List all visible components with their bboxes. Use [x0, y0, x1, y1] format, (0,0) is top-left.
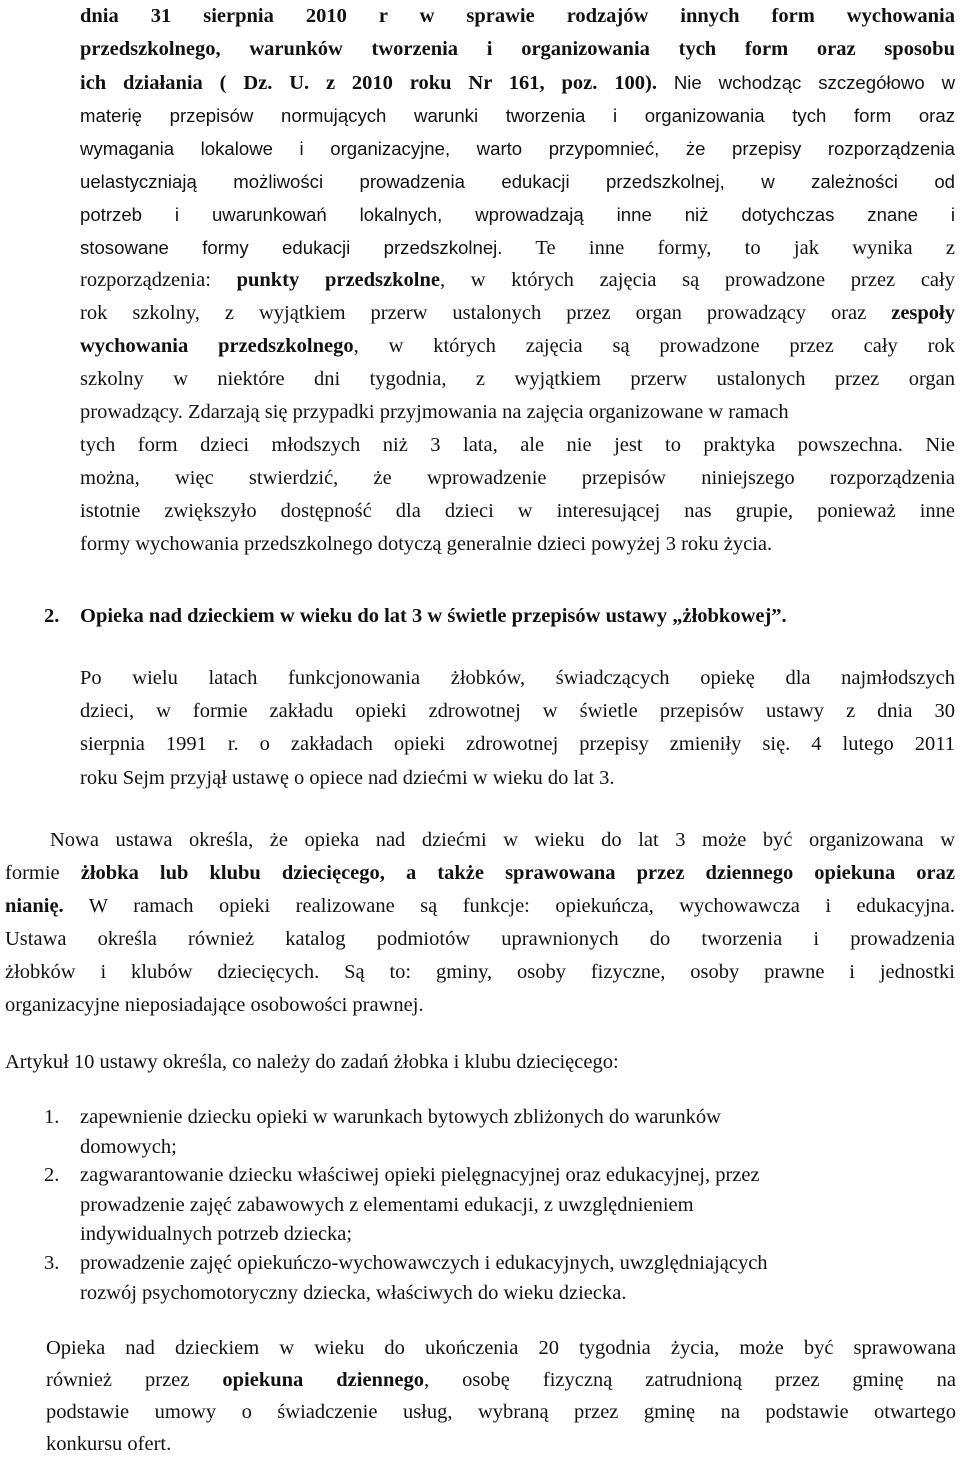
list-item-text: indywidualnych potrzeb dziecka; — [80, 1223, 353, 1245]
text-run: można, więc stwierdzić, że wprowadzenie przepisów niniejszego rozporządzenia — [80, 467, 955, 489]
list-item-number: 1. — [44, 1106, 60, 1128]
paragraph-history-line: dzieci, w formie zakładu opieki zdrowotnej w świetle przepisów ustawy z dnia 30 — [80, 700, 955, 723]
text-run: prowadzący. Zdarzają się przypadki przyjmowania na zajęcia organizowane w ramach — [80, 401, 789, 423]
text-run: W ramach opieki realizowane są funkcje: opiekuńcza, wychowawcza i edukacyjna. — [63, 895, 955, 917]
text-run: punkty przedszkolne — [236, 269, 440, 291]
text-run: Te inne formy, to jak wynika z — [502, 237, 955, 259]
text-run: istotnie zwiększyło dostępność dla dzieci w interesującej nas grupie, ponieważ inne — [80, 500, 955, 522]
list-item-text: prowadzenie zajęć zabawowych z elementami edukacji, z uwzględnieniem — [80, 1193, 694, 1216]
paragraph-new-law-line — [5, 989, 955, 1022]
text-run: materię przepisów normujących warunki tworzenia i organizowania tych form oraz — [80, 105, 955, 126]
text-run: tych form dzieci młodszych niż 3 lata, ale nie jest to praktyka powszechna. Nie — [80, 434, 955, 456]
text-run: przedszkolnego, warunków tworzenia i organizowania tych form oraz sposobu — [80, 38, 955, 60]
list-item-text: zapewnienie dziecku opieki w warunkach bytowych zbliżonych do warunków — [80, 1106, 721, 1128]
paragraph-regulation-line — [80, 330, 955, 363]
paragraph-history-line: sierpnia 1991 r. o zakładach opieki zdrowotnej przepisy zmieniły się. 4 lutego 2011 — [80, 733, 955, 756]
paragraph-day-carer-line — [46, 1428, 956, 1461]
paragraph-regulation-line — [80, 297, 955, 330]
text-run: formie — [5, 862, 81, 884]
paragraph-regulation-line — [80, 363, 955, 396]
text-run: podstawie umowy o świadczenie usług, wybraną przez gminę na podstawie otwartego — [46, 1401, 956, 1423]
section-number: 2. — [44, 605, 60, 627]
text-run: organizacyjne nieposiadające osobowości prawnej. — [5, 994, 424, 1016]
text-run: dnia 31 sierpnia 2010 r w sprawie rodzajów innych form wychowania — [80, 5, 955, 27]
paragraph-regulation-line — [80, 429, 955, 462]
text-run: formy wychowania przedszkolnego dotyczą generalnie dzieci powyżej 3 roku życia. — [80, 533, 773, 555]
paragraph-regulation-line — [80, 528, 955, 561]
text-run: Opieka nad dzieckiem w wieku do ukończenia 20 tygodnia życia, może być sprawowana — [46, 1337, 956, 1359]
text-run: rok szkolny, z wyjątkiem przerw ustalonych przez organ prowadzący oraz — [80, 302, 892, 324]
paragraph-regulation-line — [80, 198, 955, 232]
text-run: żłobków i klubów dziecięcych. Są to: gminy, osoby fizyczne, osoby prawne i jednostki — [5, 961, 955, 983]
paragraph-day-carer-line — [46, 1332, 956, 1365]
text-run: stosowane formy edukacji przedszkolnej. — [80, 237, 503, 258]
text-run: również przez — [46, 1369, 223, 1391]
text-run: zespoły — [891, 302, 955, 324]
paragraph-regulation-line — [80, 132, 955, 166]
text-run: uelastyczniają możliwości prowadzenia edukacji przedszkolnej, w zależności od — [80, 171, 955, 192]
paragraph-regulation-line — [80, 66, 955, 100]
paragraph-new-law-line — [5, 890, 955, 923]
list-item-number: 3. — [44, 1252, 60, 1274]
list-item-number: 2. — [44, 1164, 60, 1186]
text-run: szkolny w niektóre dni tygodnia, z wyjątkiem przerw ustalonych przez organ — [80, 368, 955, 390]
paragraph-regulation-line — [80, 33, 955, 66]
text-run: , w których zajęcia są prowadzone przez cały rok — [353, 335, 955, 357]
list-item-text: zagwarantowanie dziecku właściwej opieki pielęgnacyjnej oraz edukacyjnej, przez — [80, 1164, 760, 1186]
paragraph-new-law-line — [5, 857, 955, 890]
list-item-text: domowych; — [80, 1135, 177, 1158]
text-run: Nie wchodząc szczegółowo w — [656, 72, 956, 93]
text-run: Ustawa określa również katalog podmiotów uprawnionych do tworzenia i prowadzenia — [5, 928, 955, 950]
paragraph-regulation-line — [80, 396, 955, 429]
paragraph-history-line: Po wielu latach funkcjonowania żłobków, świadczących opiekę dla najmłodszych — [80, 667, 955, 689]
text-run: potrzeb i uwarunkowań lokalnych, wprowadzają inne niż dotychczas znane i — [80, 204, 955, 225]
list-item-text: prowadzenie zajęć opiekuńczo-wychowawczych i edukacyjnych, uwzględniających — [80, 1252, 768, 1274]
text-run: nianię. — [5, 895, 64, 917]
paragraph-regulation-line — [80, 165, 955, 199]
paragraph-regulation-line — [80, 495, 955, 528]
text-run: ich działania ( Dz. U. z 2010 roku Nr 161, poz. 100). — [80, 72, 657, 94]
paragraph-history-line: roku Sejm przyjął ustawę o opiece nad dziećmi w wieku do lat 3. — [80, 766, 615, 789]
paragraph-day-carer-line — [46, 1364, 956, 1397]
paragraph-regulation-line — [80, 231, 955, 265]
text-run: , w których zajęcia są prowadzone przez cały — [439, 269, 955, 291]
article-intro: Artykuł 10 ustawy określa, co należy do zadań żłobka i klubu dziecięcego: — [5, 1051, 619, 1073]
paragraph-new-law-line — [5, 956, 955, 989]
section-title: Opieka nad dzieckiem w wieku do lat 3 w świetle przepisów ustawy „żłobkowej”. — [80, 605, 787, 627]
text-run: żłobka lub klubu dziecięcego, a także sprawowana przez dziennego opiekuna oraz — [80, 862, 955, 884]
text-run: wymagania lokalowe i organizacyjne, warto przypomnieć, że przepisy rozporządzenia — [80, 138, 955, 159]
text-run: wychowania przedszkolnego — [80, 335, 354, 357]
paragraph-regulation-line — [80, 99, 955, 133]
list-item-text: rozwój psychomotoryczny dziecka, właściwych do wieku dziecka. — [80, 1281, 627, 1304]
paragraph-regulation-line — [80, 0, 955, 33]
text-run: opiekuna dziennego — [222, 1369, 424, 1391]
paragraph-regulation-line — [80, 462, 955, 495]
text-run: , osobę fizyczną zatrudnioną przez gminę na — [423, 1369, 956, 1391]
text-run: konkursu ofert. — [46, 1433, 172, 1455]
text-run: rozporządzenia: — [80, 269, 237, 291]
paragraph-new-law-line — [5, 923, 955, 956]
paragraph-day-carer-line — [46, 1396, 956, 1429]
text-run: Nowa ustawa określa, że opieka nad dziećmi w wieku do lat 3 może być organizowana w — [50, 829, 955, 851]
paragraph-new-law-line — [50, 824, 955, 857]
paragraph-regulation-line — [80, 264, 955, 297]
